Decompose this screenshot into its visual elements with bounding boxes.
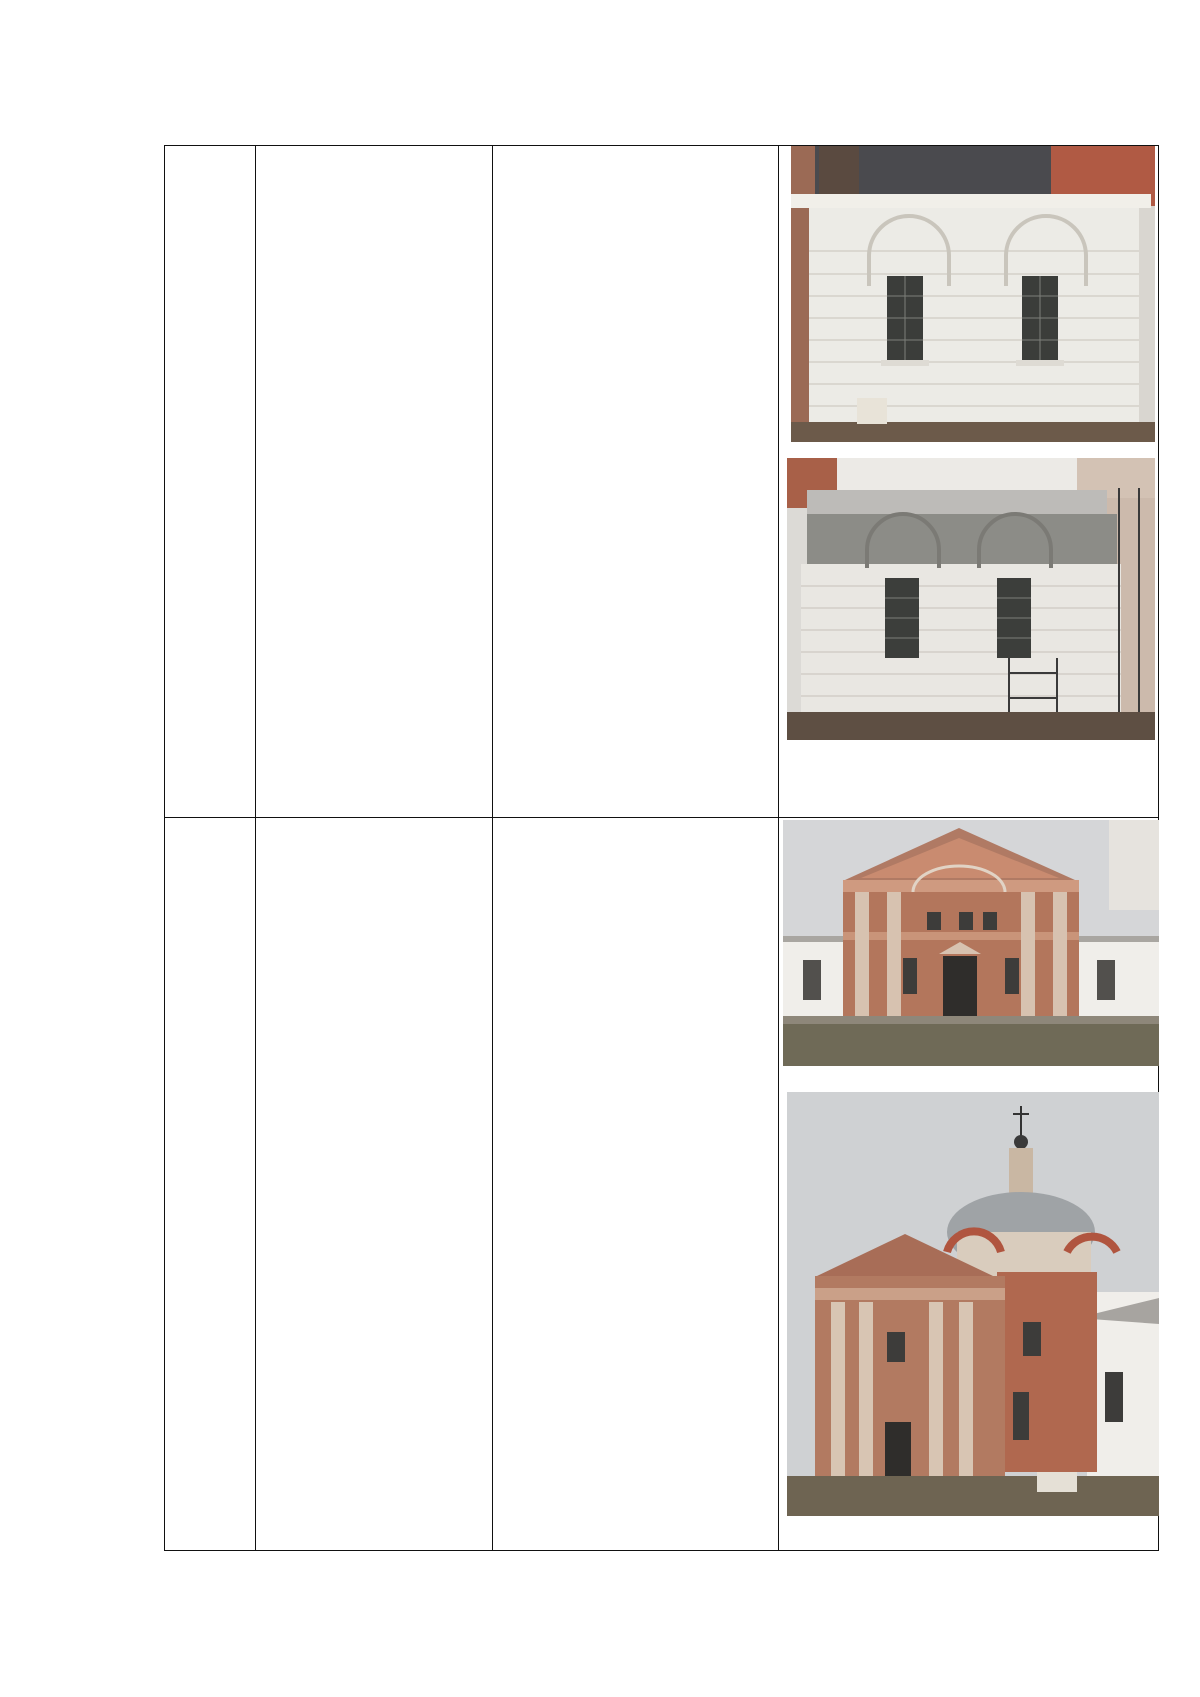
row-number [165,146,256,818]
church-dome-photo [787,1092,1159,1516]
photos-cell [779,818,1159,1551]
church-portico-photo [783,820,1159,1066]
north-facade-caption [779,442,1158,458]
row-number [165,818,256,1551]
table-row [165,818,1159,1551]
subject-cell [256,146,493,818]
heritage-elements-table [164,145,1159,1551]
south-facade-photo [787,458,1155,740]
subject-cell [256,818,493,1551]
table-row [165,146,1159,818]
south-facade-caption [779,740,1158,756]
north-facade-photo [791,146,1155,442]
photos-cell [779,146,1159,818]
description-cell [493,818,779,1551]
description-cell [493,146,779,818]
